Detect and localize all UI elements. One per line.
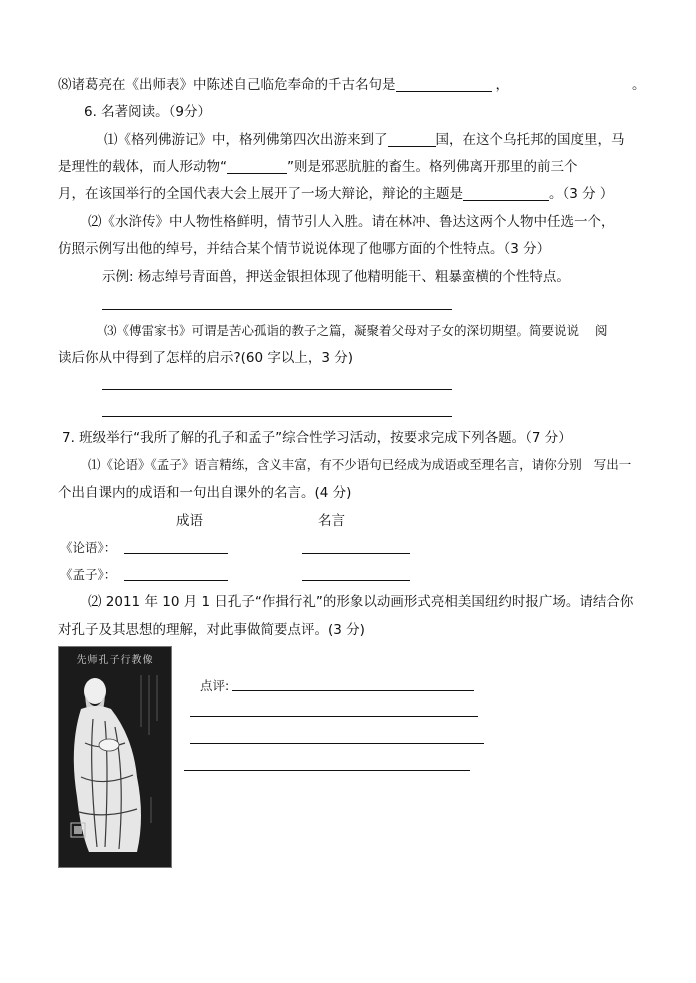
q7-p1-line2: 个出自课内的成语和一句出自课外的名言。(4 分) (58, 485, 352, 501)
q7-p2-line1: ⑵ 2011 年 10 月 1 日孔子“作揖行礼”的形象以动画形式亮相美国纽约时报广场。请结合你 (88, 594, 634, 610)
q7-p1-line1: ⑴《论语》《孟子》语言精练，含义丰富，有不少语句已经成为成语或至理名言，请你分别 写出一 (88, 457, 632, 472)
q7-lunyu-quote-blank[interactable] (302, 553, 410, 554)
q7-mengzi-label: 《孟子》： (60, 567, 117, 582)
q6-title: 6. 名著阅读。（9分） (84, 104, 212, 120)
q6-p1-line1: ⑴《格列佛游记》中，格列佛第四次出游来到了 国，在这个乌托邦的国度里，马 (104, 132, 625, 148)
q5-8-answer-blank[interactable] (396, 77, 492, 92)
q7-idiom-header: 成语 (176, 513, 203, 529)
comment-answer-line-1[interactable] (232, 690, 474, 691)
q6-p2-answer-line[interactable] (102, 309, 452, 310)
q5-8-prompt: 诸葛亮在《出师表》中陈述自己临危奉命的千古名句是 (71, 77, 396, 93)
q6-p2-line1: ⑵《水浒传》中人物性格鲜明，情节引人入胜。请在林冲、鲁达这两个人物中任选一个， (88, 214, 615, 230)
q6-debate-topic-blank[interactable] (463, 186, 549, 201)
comment-answer-line-4[interactable] (184, 770, 470, 771)
q7-lunyu-label: 《论语》： (60, 540, 117, 555)
q6-p3-line2: 读后你从中得到了怎样的启示?(60 字以上，3 分) (58, 350, 354, 366)
q6-p2-example: 示例: 杨志绰号青面兽，押送金银担体现了他精明能干、粗暴蛮横的个性特点。 (102, 269, 570, 285)
q7-comment-label: 点评: (200, 678, 230, 693)
confucius-portrait-image (58, 646, 172, 868)
comment-answer-line-3[interactable] (190, 743, 484, 744)
q5-8-number: ⑻ (58, 77, 72, 93)
q6-p1-line2: 是理性的载体，而人形动物“ ”则是邪恶肮脏的畜生。格列佛离开那里的前三个 (58, 159, 578, 175)
q7-quote-header: 名言 (318, 513, 345, 529)
q7-title: 7. 班级举行“我所了解的孔子和孟子”综合性学习活动，按要求完成下列各题。（7 分） (62, 430, 572, 446)
q6-p3-answer-line-1[interactable] (102, 389, 452, 390)
confucius-figure-drawing (59, 647, 171, 867)
q7-lunyu-idiom-blank[interactable] (124, 553, 228, 554)
portrait-caption: 先师孔子行教像 (76, 655, 154, 666)
comment-answer-line-2[interactable] (190, 716, 478, 717)
q5-8-line: ⑻诸葛亮在《出师表》中陈述自己临危奉命的千古名句是 ， (58, 77, 509, 93)
q6-p2-line2: 仿照示例写出他的绰号，并结合某个情节说说体现了他哪方面的个性特点。（3 分） (58, 241, 551, 257)
q6-creature-blank[interactable] (227, 159, 287, 174)
q6-p3-line1: ⑶《傅雷家书》可谓是苦心孤诣的教子之篇，凝聚着父母对子女的深切期望。简要说说 阅 (104, 323, 608, 338)
q7-mengzi-quote-blank[interactable] (302, 580, 410, 581)
q7-mengzi-idiom-blank[interactable] (124, 580, 228, 581)
q6-p3-answer-line-2[interactable] (102, 416, 452, 417)
q5-8-end-mark: 。 (632, 77, 646, 93)
q6-p1-line3: 月，在该国举行的全国代表大会上展开了一场大辩论，辩论的主题是 。（3 分 ） (58, 186, 614, 202)
q7-p2-line2: 对孔子及其思想的理解，对此事做简要点评。(3 分) (58, 622, 365, 638)
q6-country-blank[interactable] (388, 132, 436, 147)
